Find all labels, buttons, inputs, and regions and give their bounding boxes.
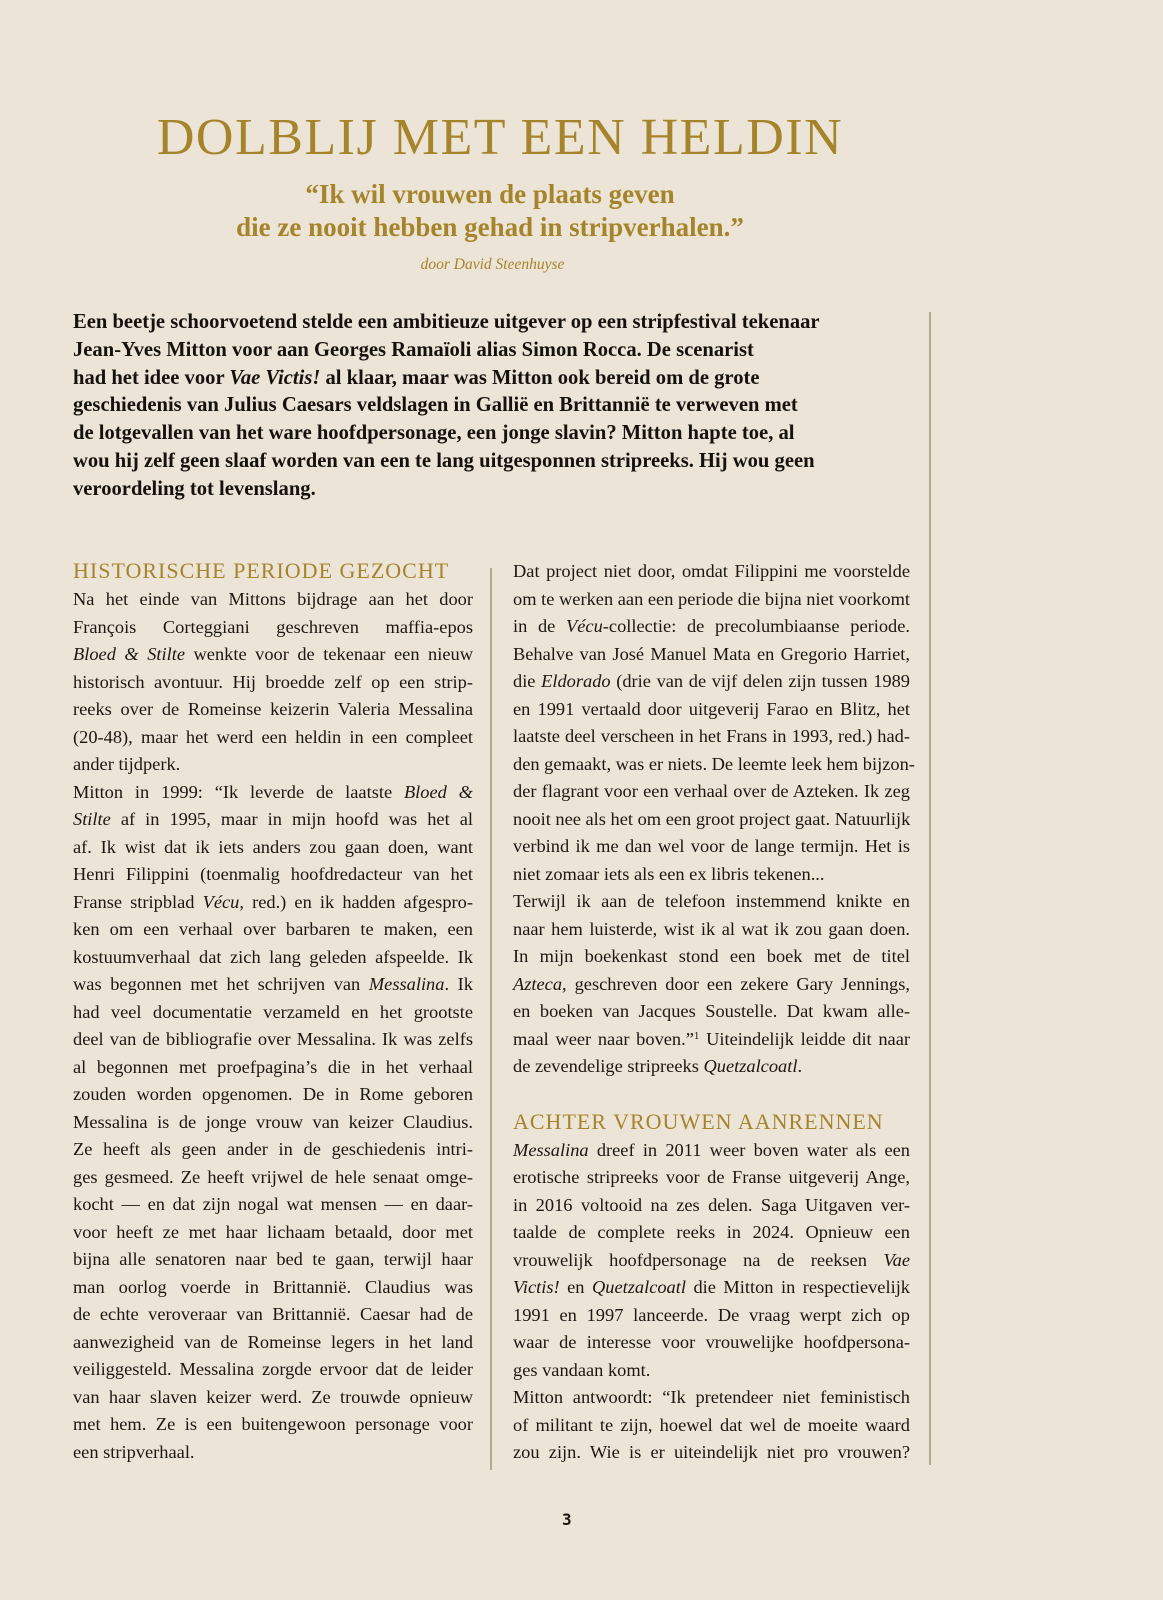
italic-title: Quetzalcoatl	[591, 1277, 686, 1297]
italic-title: Quetzalcoatl	[703, 1056, 798, 1076]
byline: door David Steenhuyse	[420, 256, 565, 273]
footnote-marker: 1	[693, 1029, 700, 1042]
text-line: veiliggesteld. Messalina zorgde ervoor dat de leider	[73, 1359, 473, 1379]
text-line: af. Ik wist dat ik iets anders zou gaan doen, want	[73, 836, 473, 857]
text-line: der flagrant voor een verhaal over de Azteken. Ik zeg	[513, 781, 910, 801]
text-line: ges gesmeed. Ze heeft vrijwel de hele senaat omge-	[73, 1166, 473, 1187]
text-line: In mijn boekenkast stond een boek met de titel	[513, 946, 910, 966]
text-line: al begonnen met proefpagina’s die in het verhaal	[73, 1056, 473, 1077]
text-line: de zevendelige stripreeks Quetzalcoatl.	[513, 1056, 803, 1076]
pull-quote-line: “Ik wil vrouwen de plaats geven	[305, 179, 675, 209]
italic-title: Bloed & Stilte	[73, 644, 186, 664]
italic-title: Vae Victis!	[229, 366, 321, 389]
text-line: kostuumverhaal dat zich lang geleden afspeelde. Ik	[73, 946, 473, 967]
page-number: 3	[562, 1510, 572, 1529]
text-line: naar hem luisterde, wist ik al wat ik zou gaan doen.	[513, 918, 910, 939]
text-line: Azteca, geschreven door een zekere Gary Jennings,	[513, 973, 910, 994]
text-line: reeks over de Romeinse keizerin Valeria Messalina	[73, 699, 473, 719]
text-line: ges vandaan komt.	[513, 1359, 651, 1380]
text-line: Messalina dreef in 2011 weer boven water als een	[513, 1139, 910, 1160]
text-line: de lotgevallen van het ware hoofdpersonage, een jonge slavin? Mitton hapte toe, al	[73, 422, 795, 445]
text-line: François Corteggiani geschreven maffia-epos	[73, 616, 473, 637]
text-line: Victis! en Quetzalcoatl die Mitton in respectievelijk	[513, 1277, 910, 1297]
italic-title: Vécu	[202, 891, 240, 912]
text-line: Franse stripblad Vécu, red.) en ik hadden afgespro-	[73, 891, 473, 912]
text-line: (20-48), maar het werd een heldin in een compleet	[73, 726, 473, 747]
left-column	[73, 556, 473, 1466]
text-line: nooit nee als het om een groot project gaat. Natuurlijk	[513, 808, 911, 829]
text-line: de echte veroveraar van Brittannië. Caesar had de	[73, 1304, 473, 1324]
pull-quote-line: die ze nooit hebben gehad in stripverhalen.”	[236, 212, 744, 242]
text-line: Jean-Yves Mitton voor aan Georges Ramaïoli alias Simon Rocca. De scenarist	[73, 338, 754, 361]
italic-title: Vécu	[566, 616, 603, 636]
text-line: Stilte af in 1995, maar in mijn hoofd was het al	[73, 809, 473, 829]
text-line: waar de interesse voor vrouwelijke hoofdpersona-	[513, 1332, 910, 1352]
text-line: Behalve van José Manuel Mata en Gregorio Harriet,	[513, 643, 910, 664]
text-line: in de Vécu-collectie: de precolumbiaanse periode.	[513, 616, 911, 636]
text-line: die Eldorado (drie van de vijf delen zijn tussen 1989	[513, 671, 910, 691]
italic-title: Azteca	[513, 973, 563, 994]
text-line: Na het einde van Mittons bijdrage aan het door	[73, 589, 473, 609]
text-line: had het idee voor Vae Victis! al klaar, maar was Mitton ook bereid om de grote	[73, 366, 760, 389]
text-line: bijna alle senatoren naar bed te gaan, terwijl haar	[73, 1249, 473, 1269]
text-line: Terwijl ik aan de telefoon instemmend knikte en	[513, 891, 910, 911]
text-line: geschiedenis van Julius Caesars veldslagen in Gallië en Brittannië te verweven met	[73, 394, 798, 417]
intro-paragraph	[73, 309, 918, 504]
text-line: vrouwelijk hoofdpersonage na de reeksen Vae	[513, 1249, 910, 1270]
right-column-body-top	[513, 558, 915, 1081]
text-line: voor heeft ze met haar lichaam betaald, door met	[73, 1221, 473, 1242]
text-line: en boeken van Jacques Soustelle. Dat kwam alle-	[513, 1001, 910, 1021]
italic-title: Messalina	[513, 1139, 589, 1160]
italic-title: Messalina	[368, 974, 445, 994]
text-line: verbind ik me dan wel voor de lange termijn. Het is	[513, 836, 910, 856]
right-column	[513, 558, 915, 1467]
text-line: taalde de complete reeks in 2024. Opnieuw een	[513, 1222, 910, 1242]
italic-title: Bloed &	[403, 781, 473, 802]
text-line: deel van de bibliografie over Messalina. Ik was zelfs	[73, 1029, 473, 1049]
text-line: ken om een verhaal over barbaren te maken, een	[73, 919, 473, 939]
page-title: DOLBLIJ MET EEN HELDIN	[156, 109, 844, 166]
text-line: of militant te zijn, hoewel dat wel de moeite waard	[513, 1414, 910, 1435]
text-line: 1991 en 1997 lanceerde. De vraag werpt zich op	[513, 1304, 910, 1325]
text-line: een stripverhaal.	[73, 1441, 195, 1462]
text-line: ander tijdperk.	[73, 754, 181, 774]
text-line: erotische stripreeks voor de Franse uitgeverij Ange,	[513, 1167, 910, 1187]
text-line: Messalina is de jonge vrouw van keizer Claudius.	[73, 1111, 473, 1132]
text-line: aanwezigheid van de Romeinse legers in het land	[73, 1331, 473, 1352]
text-line: niet zomaar iets als een ex libris tekenen...	[513, 863, 825, 884]
text-line: maal weer naar boven.”$^1$ Uiteindelijk leidde dit naar	[513, 1028, 910, 1049]
text-line: laatste deel verscheen in het Frans in 1993, red.) had-	[513, 726, 910, 746]
text-line: en 1991 vertaald door uitgeverij Farao en Blitz, het	[513, 698, 910, 719]
text-line: Ze heeft als geen ander in de geschiedenis intri-	[73, 1139, 473, 1159]
text-line: Bloed & Stilte wenkte voor de tekenaar een nieuw	[73, 644, 473, 664]
text-line: was begonnen met het schrijven van Messalina. Ik	[73, 974, 473, 994]
text-line: om te werken aan een periode die bijna niet voorkomt	[513, 588, 910, 609]
text-line: Een beetje schoorvoetend stelde een ambitieuze uitgever op een stripfestival tekenaar	[73, 311, 820, 333]
pull-quote	[0, 178, 980, 244]
text-line: met hem. Ze is een buitengewoon personage voor	[73, 1414, 473, 1434]
column-divider	[490, 568, 492, 1470]
text-line: historisch avontuur. Hij broedde zelf op een strip-	[73, 671, 473, 692]
text-line: in 2016 voltooid na zes delen. Saga Uitgaven ver-	[513, 1194, 910, 1215]
text-line: den gemaakt, was er niets. De leemte leek hem bijzon-	[513, 753, 915, 774]
text-line: had veel documentatie verzameld en het grootste	[73, 1001, 473, 1022]
text-line: Henri Filippini (toenmalig hoofdredacteur van het	[73, 864, 473, 884]
text-line: man oorlog voerde in Brittannië. Claudius was	[73, 1276, 473, 1297]
italic-title: Vae	[883, 1249, 910, 1270]
text-line: kocht — en dat zijn nogal wat mensen — en daar-	[73, 1194, 473, 1214]
right-column-body-bottom	[513, 1137, 910, 1467]
italic-title: Eldorado	[541, 671, 611, 691]
text-line: Mitton antwoordt: “Ik pretendeer niet feministisch	[513, 1387, 910, 1407]
text-line: wou hij zelf geen slaaf worden van een te lang uitgesponnen stripreeks. Hij wou geen	[73, 449, 815, 472]
text-line: zouden worden opgenomen. De in Rome geboren	[73, 1084, 473, 1104]
left-column-body	[73, 586, 473, 1466]
text-line: Mitton in 1999: “Ik leverde de laatste Bloed &	[73, 781, 473, 802]
section-heading-achter-vrouwen: ACHTER VROUWEN AANRENNEN	[513, 1108, 884, 1134]
text-line: van haar slaven keizer werd. Ze trouwde opnieuw	[73, 1386, 473, 1407]
italic-title: Victis!	[513, 1277, 560, 1297]
text-line: zou zijn. Wie is er uiteindelijk niet pro vrouwen?	[513, 1442, 910, 1462]
section-heading-historische-periode: HISTORISCHE PERIODE GEZOCHT	[73, 558, 450, 583]
text-line: veroordeling tot levenslang.	[73, 477, 316, 500]
italic-title: Stilte	[73, 809, 111, 829]
vertical-rule-right	[929, 312, 931, 1465]
text-line: Dat project niet door, omdat Filippini me voorstelde	[513, 561, 910, 581]
